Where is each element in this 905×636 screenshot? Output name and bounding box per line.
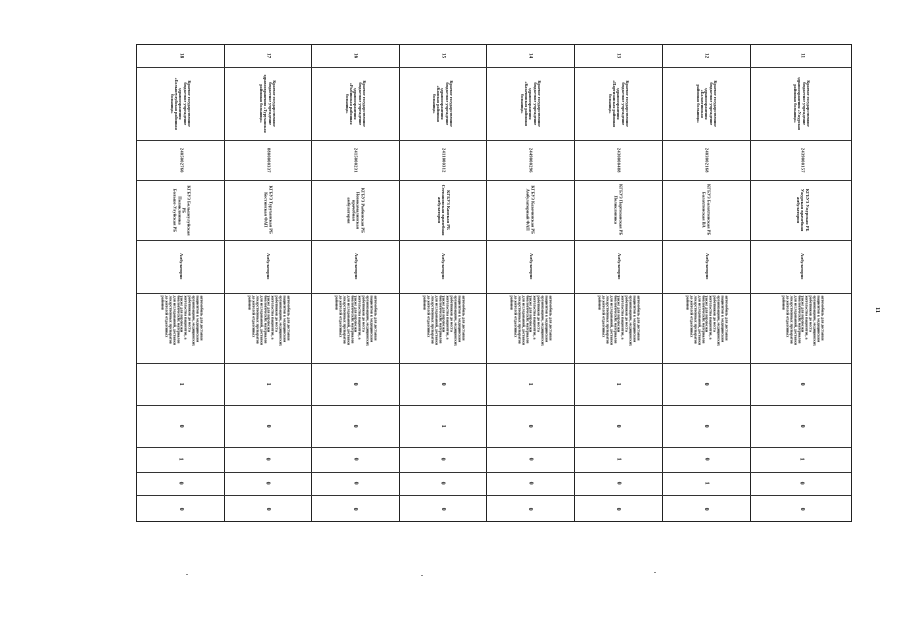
cell-value: 0 (439, 382, 446, 386)
cell-value: 0 (352, 382, 359, 386)
table-cell (486, 67, 574, 140)
cell-value: 1 (703, 481, 710, 485)
table-cell (750, 140, 853, 180)
table-cell (311, 495, 399, 523)
table-cell (137, 447, 224, 472)
table-cell (311, 363, 399, 405)
table-cell (486, 472, 574, 495)
cell-value: 0 (352, 481, 359, 485)
cell-description: автомобиль для доставки пациентов к медицинским организациям, медицинских работников до места жительства пациентов, а также для перевозки биологических материалов для исследований, доставки лекарственных препаратов до жителей отдаленных районов (159, 295, 203, 346)
cell-address: КГБУЗ Туруханская РБ Костинская ФАП (263, 185, 274, 235)
cell-num: 13 (615, 53, 621, 59)
table-cell (399, 45, 486, 67)
cell-address: КГБУЗ Рыбинская РБ Новокамалинская врачебная амбулатория (346, 187, 366, 233)
table-cell (399, 405, 486, 447)
table-cell (574, 140, 662, 180)
table-cell (137, 240, 224, 293)
page-number: 11 (873, 307, 880, 313)
cell-num: 17 (265, 53, 271, 59)
cell-mode: Амбулаторно (616, 253, 622, 280)
cell-value: 0 (527, 481, 534, 485)
table-cell (399, 363, 486, 405)
table-cell (137, 472, 224, 495)
table-cell (311, 180, 399, 240)
table-cell (137, 293, 224, 363)
table-cell (399, 495, 486, 523)
cell-description: автомобиль для доставки пациентов к медицинским организациям, медицинских работников до места жительства пациентов, а также для перевозки биологических материалов для исследований, доставки лекарственных препаратов до жителей отдаленных районов (509, 295, 553, 346)
table-cell (662, 495, 750, 523)
table-cell (399, 140, 486, 180)
cell-name: Краевое государственное бюджетное учреждение здравоохранения «Казачинская районная больница» (519, 80, 542, 127)
cell-value: 0 (177, 507, 184, 511)
cell-value: 0 (439, 457, 446, 461)
cell-description: автомобиль для доставки пациентов к медицинским организациям, медицинских работников до места жительства пациентов, а также для перевозки биологических материалов для исследований, доставки лекарственных препаратов до жителей отдаленных районов (685, 295, 729, 346)
cell-mode: Амбулаторно (265, 253, 271, 280)
cell-description: автомобиль для доставки пациентов к медицинским организациям, медицинских работников до места жительства пациентов, а также для перевозки биологических материалов для исследований, доставки лекарственных препаратов до жителей отдаленных районов (246, 295, 290, 346)
table-cell (750, 45, 853, 67)
cell-value: 0 (527, 457, 534, 461)
table-cell (137, 67, 224, 140)
cell-value: 0 (615, 424, 622, 428)
table-cell (662, 67, 750, 140)
cell-mode: Амбулаторно (353, 253, 359, 280)
cell-address: КГБУЗ Партизанская РБ Поликлиника (614, 184, 624, 236)
table-cell (486, 140, 574, 180)
table-cell (662, 405, 750, 447)
table-cell (311, 240, 399, 293)
cell-value: 1 (615, 382, 622, 386)
cell-num: 11 (799, 53, 805, 59)
cell-value: 0 (439, 507, 446, 511)
table-cell (750, 405, 853, 447)
table-cell (574, 180, 662, 240)
cell-code: 2411000312 (440, 147, 446, 173)
table-cell (137, 495, 224, 523)
cell-mode: Амбулаторно (528, 253, 534, 280)
table-cell (486, 180, 574, 240)
cell-value: 0 (264, 481, 271, 485)
table-cell (750, 240, 853, 293)
table-cell (750, 495, 853, 523)
cell-description: автомобиль для доставки пациентов к медицинским организациям, медицинских работников до места жительства пациентов, а также для перевозки биологических материалов для исследований, доставки лекарственных препаратов до жителей отдаленных районов (780, 295, 824, 346)
cell-num: 18 (178, 53, 184, 59)
table-cell (224, 447, 311, 472)
cell-description: автомобиль для доставки пациентов к медицинским организациям, медицинских работников до места жительства пациентов, а также для перевозки биологических материалов для исследований, доставки лекарственных препаратов до жителей отдаленных районов (334, 295, 378, 346)
table-cell (662, 472, 750, 495)
cell-value: 0 (798, 424, 805, 428)
table-cell (399, 293, 486, 363)
cell-mode: Амбулаторно (178, 253, 184, 280)
cell-value: 0 (352, 507, 359, 511)
cell-value: 1 (177, 457, 184, 461)
table-cell (224, 67, 311, 140)
table-cell (574, 405, 662, 447)
cell-name: Краевое государственное бюджетное учреждение здравоохранения «Балахтинская районная больница» (695, 80, 718, 127)
table-cell (574, 472, 662, 495)
cell-value: 0 (177, 481, 184, 485)
scan-speck (421, 575, 423, 576)
table-cell (311, 293, 399, 363)
rotated-data-table (136, 44, 852, 522)
table-cell (662, 140, 750, 180)
table-cell (224, 405, 311, 447)
cell-mode: Амбулаторно (799, 253, 805, 280)
cell-address: КГБУЗ Балахтинская РБ Балахтинская ВА (702, 184, 712, 236)
cell-name: Краевое государственное бюджетное учреждение здравоохранения «Большеулуйская районная больница» (170, 77, 193, 130)
table-cell (137, 140, 224, 180)
cell-num: 12 (703, 53, 709, 59)
table-cell (750, 67, 853, 140)
cell-name: Краевое государственное бюджетное учреждение здравоохранения «Рыбинская районная больница» (344, 80, 367, 127)
table-cell (662, 363, 750, 405)
table-cell (399, 472, 486, 495)
cell-value: 0 (439, 481, 446, 485)
table-cell (574, 45, 662, 67)
table-cell (574, 363, 662, 405)
cell-code: 2439000157 (799, 147, 805, 173)
cell-value: 0 (177, 424, 184, 428)
table-cell (486, 363, 574, 405)
cell-value: 1 (264, 382, 271, 386)
table-cell (486, 293, 574, 363)
table-cell (486, 495, 574, 523)
cell-value: 0 (352, 457, 359, 461)
cell-description: автомобиль для доставки пациентов к медицинским организациям, медицинских работников до места жительства пациентов, а также для перевозки биологических материалов для исследований, доставки лекарственных препаратов до жителей отдаленных районов (597, 295, 641, 346)
table-cell (137, 180, 224, 240)
table-cell (224, 495, 311, 523)
table-cell (486, 45, 574, 67)
table-cell (574, 240, 662, 293)
cell-value: 1 (615, 457, 622, 461)
cell-code: 2449000296 (528, 147, 534, 173)
table-cell (224, 363, 311, 405)
cell-value: 1 (177, 382, 184, 386)
table-cell (224, 180, 311, 240)
table-cell (224, 140, 311, 180)
cell-value: 0 (798, 382, 805, 386)
cell-code: 2415000231 (353, 147, 359, 173)
cell-mode: Амбулаторно (440, 253, 446, 280)
cell-name: Краевое государственное бюджетное учреждение здравоохранения «Туруханская районная больница» (259, 74, 278, 133)
cell-mode: Амбулаторно (704, 253, 710, 280)
table-cell (574, 293, 662, 363)
table-cell (311, 472, 399, 495)
table-cell (574, 495, 662, 523)
table-cell (311, 405, 399, 447)
cell-name: Краевое государственное бюджетное учреждение здравоохранения «Партизанская районная больница» (607, 79, 630, 128)
table-cell (311, 45, 399, 67)
cell-value: 0 (703, 382, 710, 386)
table-cell (662, 240, 750, 293)
cell-num: 16 (352, 53, 358, 59)
cell-code: 2405002760 (178, 147, 184, 173)
table-cell (137, 405, 224, 447)
cell-value: 0 (527, 424, 534, 428)
cell-address: КГБУЗ Канская РБ Степановская врачебная амбулатория (436, 184, 451, 236)
cell-address: КГБУЗ Казачинская РБ Амбулаторный ФАП (526, 185, 536, 235)
table-cell (750, 180, 853, 240)
table-cell (750, 363, 853, 405)
cell-value: 0 (798, 481, 805, 485)
cell-value: 0 (703, 507, 710, 511)
cell-value: 0 (703, 424, 710, 428)
table-cell (224, 293, 311, 363)
cell-code: 2430000488 (616, 147, 622, 173)
table-cell (662, 45, 750, 67)
table-cell (224, 240, 311, 293)
cell-value: 0 (527, 507, 534, 511)
cell-address: КГБУЗ Ужурская РБ Ужурская врачебная амбулатория (795, 188, 810, 232)
cell-value: 1 (798, 457, 805, 461)
table-cell (486, 405, 574, 447)
cell-address: КГБУЗ Большеулуйская РБ Поликлиника Больше-Улуйская РБ (171, 184, 191, 236)
table-cell (486, 447, 574, 472)
cell-num: 15 (440, 53, 446, 59)
table-cell (137, 363, 224, 405)
cell-value: 0 (264, 507, 271, 511)
cell-description: автомобиль для доставки пациентов к медицинским организациям, медицинских работников до места жительства пациентов, а также для перевозки биологических материалов для исследований, доставки лекарственных препаратов до жителей отдаленных районов (421, 295, 465, 346)
cell-value: 0 (352, 424, 359, 428)
cell-value: 0 (264, 457, 271, 461)
table-cell (750, 472, 853, 495)
cell-value: 0 (798, 507, 805, 511)
cell-num: 14 (527, 53, 533, 59)
table-cell (311, 140, 399, 180)
table-cell (224, 45, 311, 67)
table-cell (399, 240, 486, 293)
scan-speck (654, 572, 656, 573)
table-cell (399, 180, 486, 240)
table-cell (224, 472, 311, 495)
table-cell (662, 293, 750, 363)
table-cell (662, 447, 750, 472)
cell-value: 1 (527, 382, 534, 386)
table-cell (750, 447, 853, 472)
cell-code: 8800000337 (265, 147, 271, 173)
table-cell (137, 45, 224, 67)
cell-value: 0 (615, 481, 622, 485)
table-cell (399, 447, 486, 472)
scan-speck (186, 574, 188, 575)
cell-code: 2403002168 (704, 147, 710, 173)
table-cell (311, 447, 399, 472)
table-cell (662, 180, 750, 240)
cell-value: 1 (439, 424, 446, 428)
cell-value: 0 (703, 457, 710, 461)
table-cell (311, 67, 399, 140)
table-cell (486, 240, 574, 293)
table-cell (399, 67, 486, 140)
table-cell (574, 67, 662, 140)
cell-value: 0 (615, 507, 622, 511)
table-cell (750, 293, 853, 363)
table-cell (574, 447, 662, 472)
cell-value: 0 (264, 424, 271, 428)
cell-name: Краевое государственное бюджетное учреждение здравоохранения «Канская районная больница» (432, 80, 455, 127)
cell-name: Краевое государственное бюджетное учреждение здравоохранения «Ужурская районная больница» (793, 76, 812, 131)
